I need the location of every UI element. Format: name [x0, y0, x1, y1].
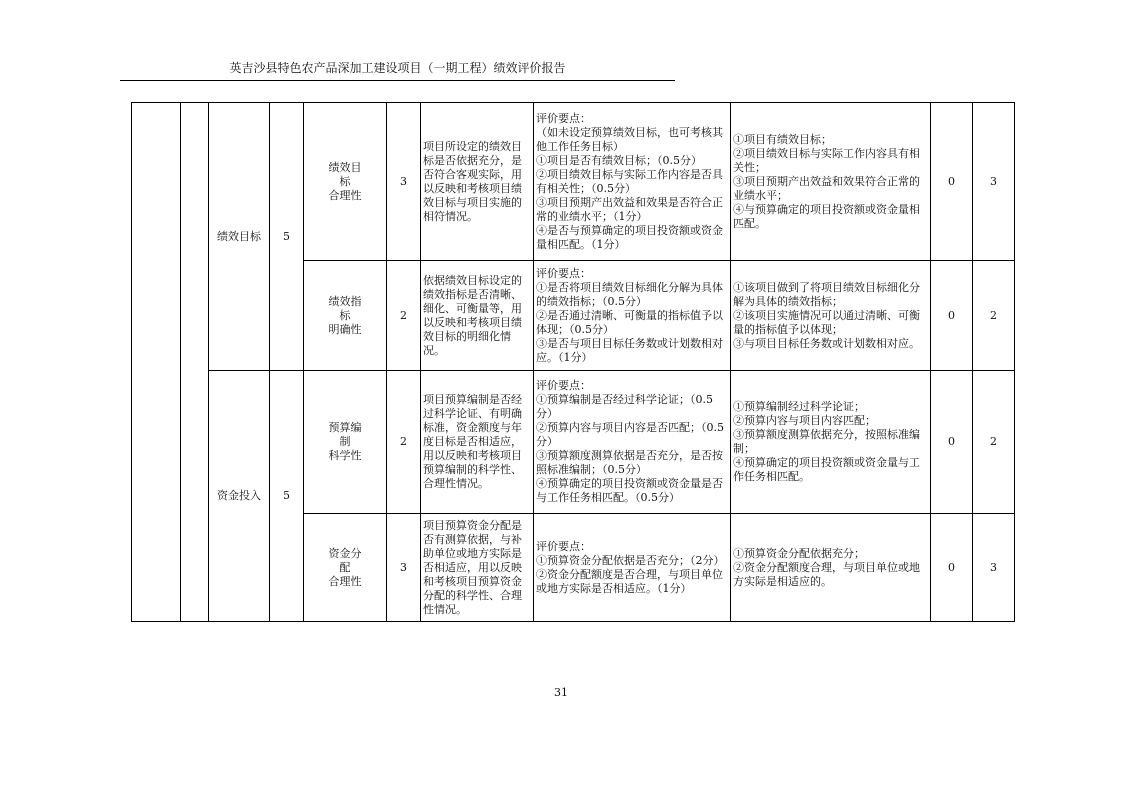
group-score: 5 — [270, 371, 304, 622]
evaluation-criteria: 评价要点： ①预算资金分配依据是否充分；（2分） ②资金分配额度是否合理，与项目单位或地方实际是否相适应。（1分） — [534, 514, 731, 622]
level2-cell — [181, 103, 209, 622]
evaluation-criteria: 评价要点： ①预算编制是否经过科学论证；（0.5分） ②预算内容与项目内容是否匹配；（0.5分） ③预算额度测算依据是否充分，是否按照标准编制；（0.5分） ④预算确定的项目投资额或资金量是否与工作任务相匹配。（0.5分） — [534, 371, 731, 514]
final-score: 2 — [973, 261, 1015, 371]
group-score: 5 — [270, 103, 304, 371]
table-row — [132, 371, 1015, 514]
group-name: 绩效目标 — [209, 103, 270, 371]
deduction-score: 0 — [931, 103, 973, 261]
deduction-score: 0 — [931, 371, 973, 514]
evaluation-table — [131, 102, 1015, 622]
indicator-weight: 3 — [387, 514, 421, 622]
deduction-score: 0 — [931, 261, 973, 371]
table-row — [132, 103, 1015, 261]
evaluation-findings: ①项目有绩效目标； ②项目绩效目标与实际工作内容具有相关性； ③项目预期产出效益和效果符合正常的业绩水平； ④与预算确定的项目投资额或资金量相匹配。 — [731, 103, 931, 261]
indicator-description: 项目预算资金分配是否有测算依据，与补助单位或地方实际是否相适应，用以反映和考核项目预算资金分配的科学性、合理性情况。 — [421, 514, 534, 622]
evaluation-criteria: 评价要点： ①是否将项目绩效目标细化分解为具体的绩效指标；（0.5分） ②是否通过清晰、可衡量的指标值予以体现；（0.5分） ③是否与项目目标任务数或计划数相对应。（1分） — [534, 261, 731, 371]
evaluation-findings: ①预算编制经过科学论证； ②预算内容与项目内容匹配； ③预算额度测算依据充分，按照标准编制； ④预算确定的项目投资额或资金量与工作任务相匹配。 — [731, 371, 931, 514]
indicator-weight: 3 — [387, 103, 421, 261]
final-score: 3 — [973, 514, 1015, 622]
evaluation-findings: ①该项目做到了将项目绩效目标细化分解为具体的绩效指标； ②该项目实施情况可以通过清晰、可衡量的指标值予以体现； ③与项目目标任务数或计划数相对应。 — [731, 261, 931, 371]
indicator-name: 绩效目 标 合理性 — [304, 103, 387, 261]
report-title: 英吉沙县特色农产品深加工建设项目（一期工程）绩效评价报告 — [229, 61, 566, 75]
indicator-weight: 2 — [387, 261, 421, 371]
deduction-score: 0 — [931, 514, 973, 622]
group-name: 资金投入 — [209, 371, 270, 622]
evaluation-findings: ①预算资金分配依据充分； ②资金分配额度合理，与项目单位或地方实际是相适应的。 — [731, 514, 931, 622]
indicator-name: 绩效指 标 明确性 — [304, 261, 387, 371]
indicator-weight: 2 — [387, 371, 421, 514]
final-score: 3 — [973, 103, 1015, 261]
indicator-name: 资金分 配 合理性 — [304, 514, 387, 622]
header-divider — [120, 80, 675, 81]
indicator-description: 项目所设定的绩效目标是否依据充分，是否符合客观实际，用以反映和考核项目绩效目标与项目实施的相符情况。 — [421, 103, 534, 261]
indicator-description: 项目预算编制是否经过科学论证、有明确标准，资金额度与年度目标是否相适应，用以反映和考核项目预算编制的科学性、合理性情况。 — [421, 371, 534, 514]
indicator-description: 依据绩效目标设定的绩效指标是否清晰、细化、可衡量等，用以反映和考核项目绩效目标的明细化情况。 — [421, 261, 534, 371]
level1-cell — [132, 103, 181, 622]
final-score: 2 — [973, 371, 1015, 514]
evaluation-criteria: 评价要点： （如未设定预算绩效目标，也可考核其他工作任务目标） ①项目是否有绩效目标；（0.5分） ②项目绩效目标与实际工作内容是否具有相关性；（0.5分） ③项目预期产出效益和效果是否符合正常的业绩水平；（1分） ④是否与预算确定的项目投资额或资金量相匹配。（1分） — [534, 103, 731, 261]
indicator-name: 预算编 制 科学性 — [304, 371, 387, 514]
page-number: 31 — [554, 686, 568, 699]
